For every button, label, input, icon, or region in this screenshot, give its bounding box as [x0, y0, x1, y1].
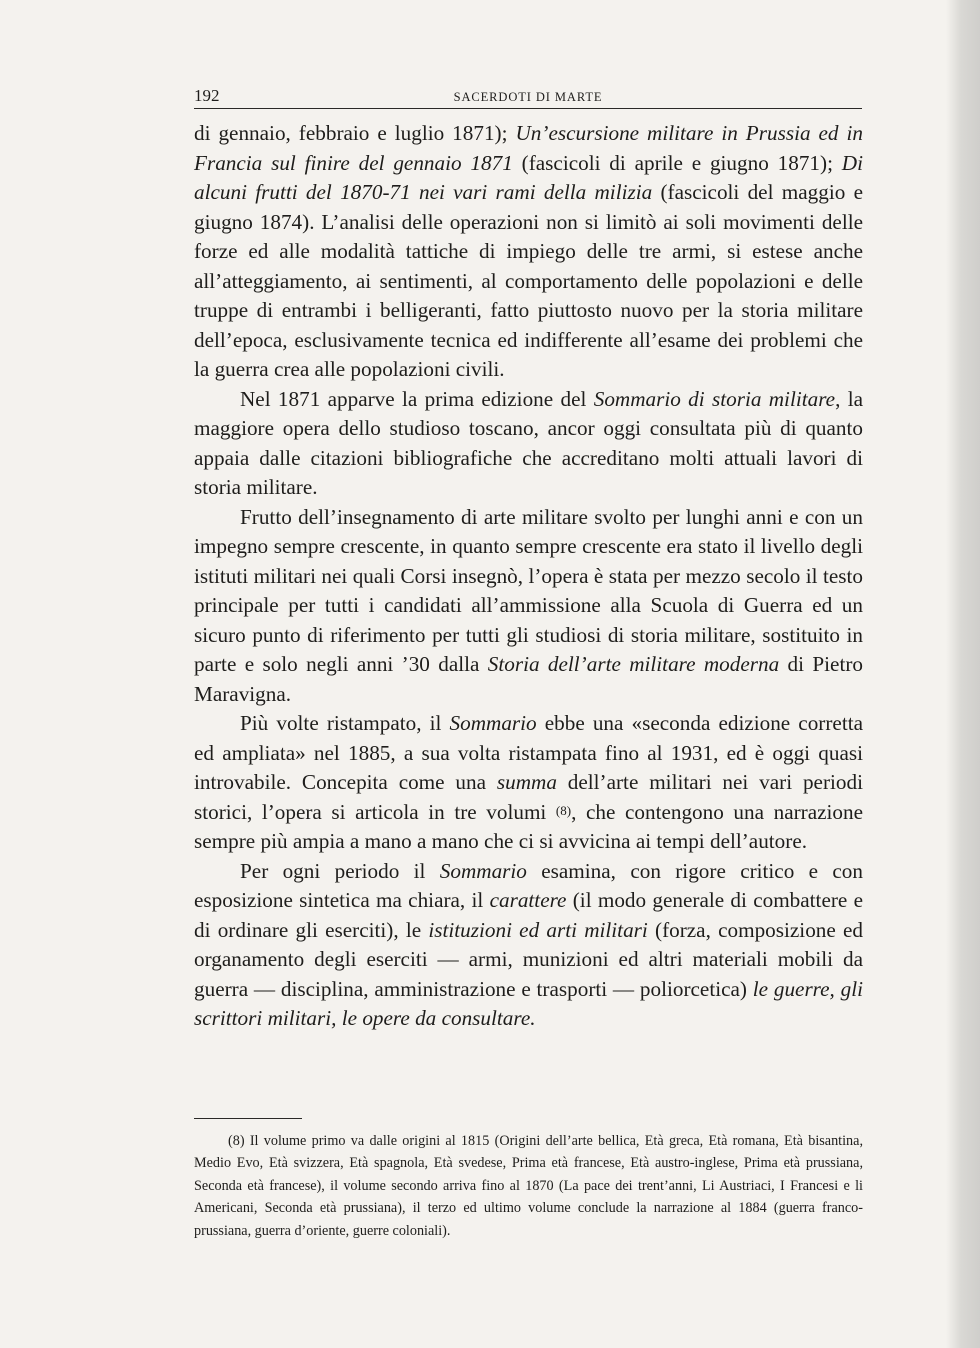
- italic-title: Sommario: [449, 711, 537, 735]
- italic-term: summa: [496, 770, 557, 794]
- italic-title: Storia dell’arte militare moderna: [487, 652, 780, 676]
- header-rule: [194, 108, 862, 109]
- paragraph-5: Per ogni periodo il Sommario esamina, con rigore critico e con esposizione sintetica ma chiara, il carattere (il modo generale di combattere e di ordinare gli eserciti), le istituzioni ed arti militari (forza, composizione ed organamento degli eserciti — armi, munizioni ed altri materiali mobili da guerra — disciplina, amministrazione e trasporti — poliorcetica) le guerre, gli scrittori militari, le opere da consultare.: [194, 858, 864, 1030]
- italic-title: Sommario di storia militare: [593, 386, 836, 411]
- italic-term: carattere: [489, 888, 567, 912]
- paragraph-3: Frutto dell’insegnamento di arte militare svolto per lunghi anni e con un impegno sempre crescente, in quanto sempre crescente era stato il livello degli istituti militari nei quali Corsi insegnò, l’opera è stata per mezzo secolo il testo principale per tutti i candidati all’ammissione alla Scuola di Guerra ed un sicuro punto di riferimento per tutti gli studiosi di storia militare, sostituito in parte e solo negli anni ’30 dalla Storia dell’arte militare moderna di Pietro Maravigna.: [194, 504, 863, 706]
- page-number: 192: [194, 86, 220, 105]
- paragraph-4: Più volte ristampato, il Sommario ebbe una «seconda edizione corretta ed ampliata» nel 1885, a sua volta ristampata fino al 1931, ed è oggi quasi introvabile. Concepita come una summa dell’arte militari nei vari periodi storici, l’opera si articola in tre volumi $^{(8)}$, che contengono una narrazione sempre più ampia a mano a mano che ci si avvicina ai tempi dell’autore.: [194, 711, 863, 853]
- italic-title: Sommario: [439, 858, 527, 883]
- paragraph-2: Nel 1871 apparve la prima edizione del Sommario di storia militare, la maggiore opera dello studioso toscano, ancor oggi consultata più di quanto appaia dalle citazioni bibliografiche che accreditano molti attuali lavori di storia militare.: [194, 386, 863, 499]
- italic-term: istituzioni ed arti militari: [428, 917, 648, 942]
- running-title: SACERDOTI DI MARTE: [453, 90, 603, 104]
- page-header: [194, 86, 862, 108]
- main-text: [194, 119, 863, 1034]
- italic-term: le guerre, gli scrittori militari, le opere da consultare.: [194, 976, 864, 1030]
- italic-title: Di alcuni frutti del 1870-71 nei vari rami della milizia: [194, 150, 863, 204]
- footnote-reference: (8): [555, 802, 572, 818]
- italic-title: Un’escursione militare in Prussia ed in Francia sul finire del gennaio 1871: [194, 121, 863, 175]
- scan-edge-shadow: [946, 0, 980, 1348]
- paragraph-1: di gennaio, febbraio e luglio 1871); Un’escursione militare in Prussia ed in Francia sul finire del gennaio 1871 (fascicoli di aprile e giugno 1871); Di alcuni frutti del 1870-71 nei vari rami della milizia (fascicoli del maggio e giugno 1874). L’analisi delle operazioni non si limitò ai soli movimenti delle forze ed alle modalità tattiche di impiego delle tre armi, si estese anche all’atteggiamento, ai sentimenti, al comportamento delle popolazioni e delle truppe di entrambi i belligeranti, fatto piuttosto nuovo per la storia militare dell’epoca, esclusivamente tecnica ed indifferente all’esame dei problemi che la guerra crea alle popolazioni civili.: [194, 121, 863, 381]
- footnote-8: (8) Il volume primo va dalle origini al 1815 (Origini dell’arte bellica, Età greca, Età romana, Età bisantina, Medio Evo, Età svizzera, Età spagnola, Età svedese, Prima età francese, Età austro-inglese, Prima età prussiana, Seconda età francese), il volume secondo arriva fino al 1870 (La pace dei trent’anni, Li Austriaci, I Francesi e li Americani, Seconda età prussiana), il terzo ed ultimo volume conclude la narrazione al 1884 (guerra franco-prussiana, guerra d’oriente, guerre coloniali).: [194, 1133, 863, 1239]
- footnote-rule: [194, 1118, 302, 1119]
